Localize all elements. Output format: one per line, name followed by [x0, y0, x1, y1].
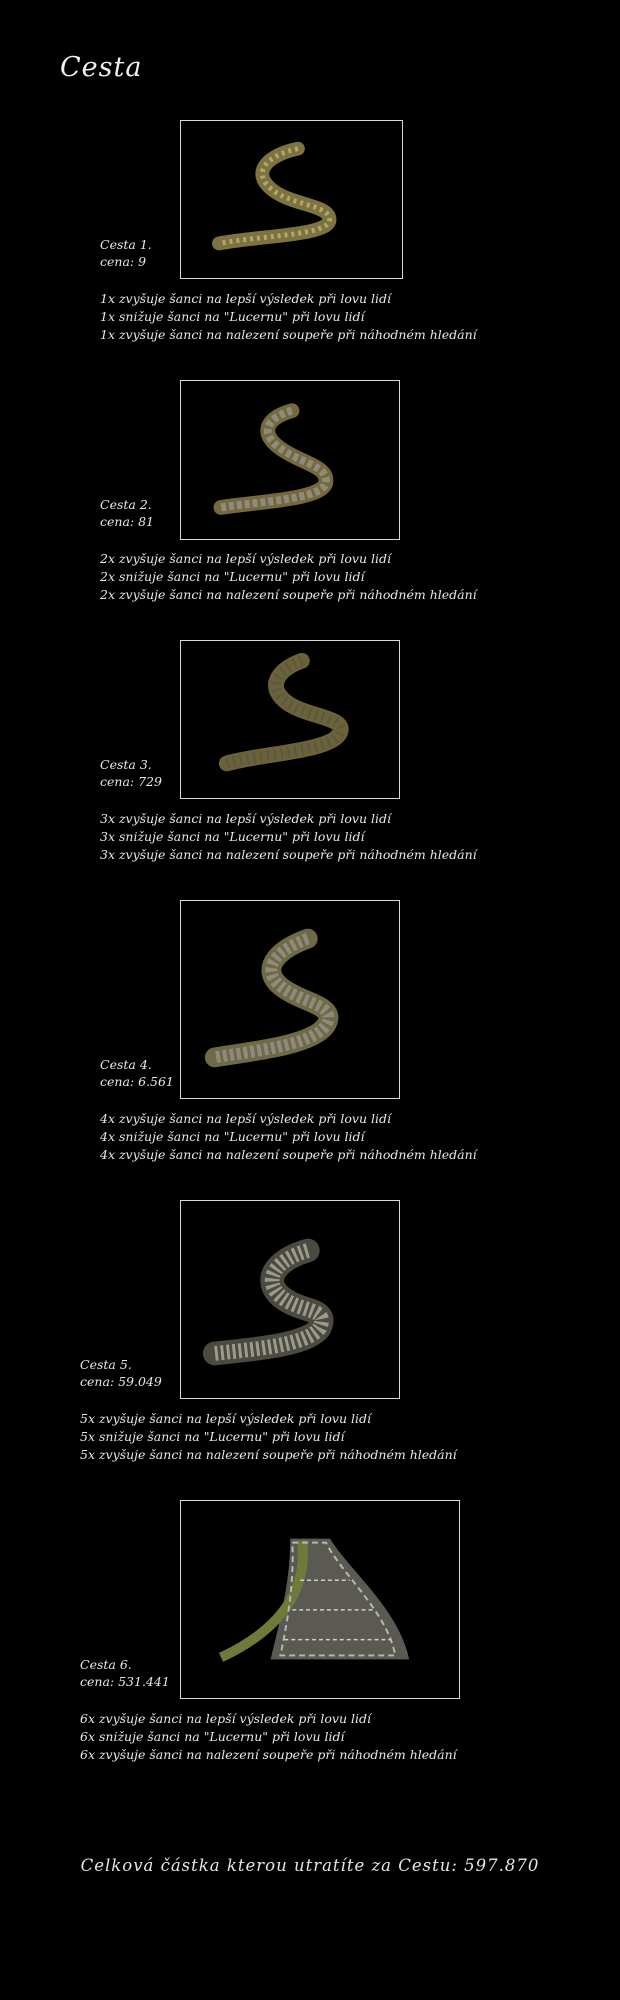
path-6-price: cena: 531.441 [80, 1674, 170, 1689]
path-3-line-3: 3x zvyšuje šanci na nalezení soupeře při náhodném hledání [100, 847, 477, 862]
path-3-line-1: 3x zvyšuje šanci na lepší výsledek při lovu lidí [100, 811, 391, 826]
path-4-line-2: 4x snižuje šanci na "Lucernu" při lovu lidí [100, 1129, 365, 1144]
path-3-line-2: 3x snižuje šanci na "Lucernu" při lovu lidí [100, 829, 365, 844]
path-2-line-1: 2x zvyšuje šanci na lepší výsledek při lovu lidí [100, 551, 391, 566]
path-4-image [180, 900, 400, 1099]
path-5-image [180, 1200, 400, 1399]
path-4-price: cena: 6.561 [100, 1074, 174, 1089]
path-2-name: Cesta 2. [100, 497, 152, 512]
path-5-line-1: 5x zvyšuje šanci na lepší výsledek při lovu lidí [80, 1411, 371, 1426]
path-1-name: Cesta 1. [100, 237, 152, 252]
path-2-price: cena: 81 [100, 514, 154, 529]
path-2-line-2: 2x snižuje šanci na "Lucernu" při lovu lidí [100, 569, 365, 584]
path-4-line-1: 4x zvyšuje šanci na lepší výsledek při lovu lidí [100, 1111, 391, 1126]
path-1-price: cena: 9 [100, 254, 147, 269]
path-6-image [180, 1500, 460, 1699]
path-5-illustration [181, 1201, 399, 1398]
path-3-price: cena: 729 [100, 774, 162, 789]
path-3-name: Cesta 3. [100, 757, 152, 772]
total-cost: Celková částka kterou utratíte za Cestu: 597.870 [80, 1856, 540, 1875]
path-2-illustration [181, 381, 399, 539]
path-1-line-3: 1x zvyšuje šanci na nalezení soupeře při náhodném hledání [100, 327, 477, 342]
path-6-line-1: 6x zvyšuje šanci na lepší výsledek při lovu lidí [80, 1711, 371, 1726]
path-5-line-2: 5x snižuje šanci na "Lucernu" při lovu lidí [80, 1429, 345, 1444]
path-4-line-3: 4x zvyšuje šanci na nalezení soupeře při náhodném hledání [100, 1147, 477, 1162]
path-3-illustration [181, 641, 399, 798]
path-1-image [180, 120, 403, 279]
path-6-line-2: 6x snižuje šanci na "Lucernu" při lovu lidí [80, 1729, 345, 1744]
path-1-line-2: 1x snižuje šanci na "Lucernu" při lovu lidí [100, 309, 365, 324]
path-3-image [180, 640, 400, 799]
path-4-illustration [181, 901, 399, 1098]
path-4-name: Cesta 4. [100, 1057, 152, 1072]
path-6-line-3: 6x zvyšuje šanci na nalezení soupeře při náhodném hledání [80, 1747, 457, 1762]
path-6-name: Cesta 6. [80, 1657, 132, 1672]
path-5-price: cena: 59.049 [80, 1374, 162, 1389]
path-5-name: Cesta 5. [80, 1357, 132, 1372]
path-5-line-3: 5x zvyšuje šanci na nalezení soupeře při náhodném hledání [80, 1447, 457, 1462]
path-2-image [180, 380, 400, 540]
path-1-line-1: 1x zvyšuje šanci na lepší výsledek při lovu lidí [100, 291, 391, 306]
path-1-illustration [181, 121, 402, 278]
page-title: Cesta [60, 52, 143, 83]
path-2-line-3: 2x zvyšuje šanci na nalezení soupeře při náhodném hledání [100, 587, 477, 602]
path-6-illustration [181, 1501, 459, 1698]
